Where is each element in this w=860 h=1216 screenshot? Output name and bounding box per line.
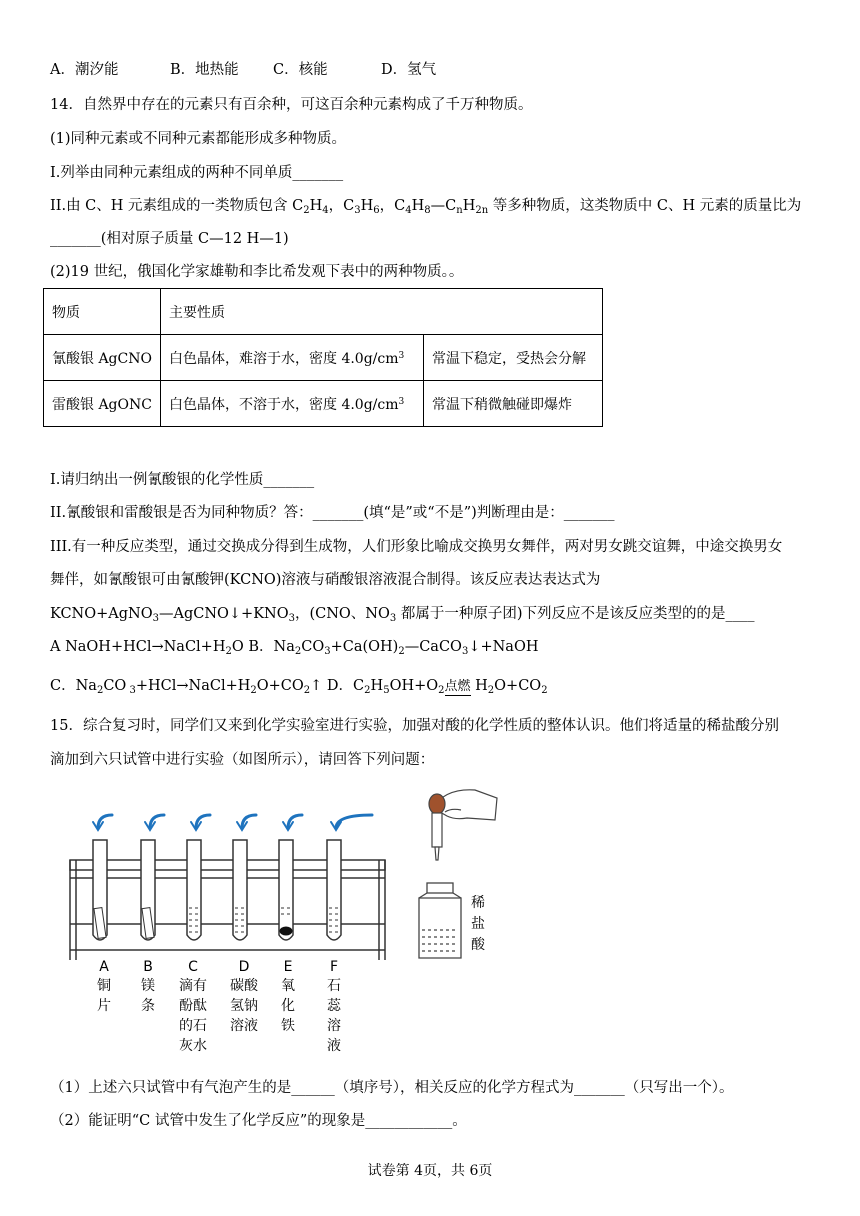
q15-line1: 15．综合复习时，同学们又来到化学实验室进行实验，加强对酸的化学性质的整体认识。他们将适量的稀盐酸分别: [50, 718, 779, 734]
q13-option-d: D．氢气: [381, 62, 437, 78]
test-tube-rack-figure: [60, 800, 390, 970]
table-cell: 氰酸银 AgCNO: [44, 335, 161, 381]
properties-table: [43, 288, 603, 427]
q14-ii2: II.氰酸银和雷酸银是否为同种物质？答：_______(填“是”或“不是”)判断理由是：_______: [50, 505, 615, 521]
q13-option-c: C．核能: [273, 62, 328, 78]
table-cell: 白色晶体，不溶于水，密度 $4.0g/cm^3$: [161, 381, 424, 427]
table-header-properties: 主要性质: [161, 289, 603, 335]
q14-i1: I.列举由同种元素组成的两种不同单质_______: [50, 165, 344, 181]
test-tubes: [93, 840, 341, 940]
q13-option-a: A．潮汐能: [50, 62, 119, 78]
q15-line2: 滴加到六只试管中进行实验（如图所示），请回答下列问题：: [50, 752, 435, 768]
q15-sub1: （1）上述六只试管中有气泡产生的是______（填序号），相关反应的化学方程式为_______（只写出一个）。: [50, 1080, 734, 1096]
dropper-bottle-figure: [405, 780, 505, 965]
dropper-icon: [429, 794, 445, 860]
q14-ii1-answer: _______(相对原子质量 C—12 H—1): [50, 231, 289, 247]
q15-sub2: （2）能证明“C 试管中发生了化学反应”的现象是____________。: [50, 1113, 467, 1129]
q14-iii-line1: III.有一种反应类型，通过交换成分得到生成物，人们形象比喻成交换男女舞伴，两对男女跳交谊舞，中途交换男女: [50, 539, 783, 555]
q14-ii1-line: II.由 C、H 元素组成的一类物质包含 $C_2H_4$，$C_3H_6$，$C_4H_8—C_nH_{2n}$ 等多种物质，这类物质中 C、H 元素的质量比为: [50, 198, 802, 216]
table-cell: 常温下稳定，受热会分解: [424, 335, 603, 381]
table-cell: 白色晶体，难溶于水，密度 $4.0g/cm^3$: [161, 335, 424, 381]
q14-options-cd: C．$Na_2CO$ $_3+HCl\to NaCl+H_2O+CO_2↑$ D．$C_2H_5OH+O_2$点燃 $H_2O+CO_2$: [50, 678, 548, 696]
q13-option-b: B．地热能: [170, 62, 239, 78]
table-cell: 雷酸银 AgONC: [44, 381, 161, 427]
bottle-icon: [419, 883, 461, 958]
q14-options-ab: A $NaOH+HCl\to NaCl+H_2O$ B．$Na_2CO_3+Ca(OH)_2—CaCO_3↓+NaOH$: [50, 639, 539, 657]
q14-intro: 14．自然界中存在的元素只有百余种，可这百余种元素构成了千万种物质。: [50, 97, 533, 113]
arrow-icons: [93, 815, 372, 830]
page-footer: 试卷第 4页，共 6页: [367, 1163, 493, 1179]
table-cell: 常温下稍微触碰即爆炸: [424, 381, 603, 427]
q14-part1: (1)同种元素或不同种元素都能形成多种物质。: [50, 131, 347, 147]
q14-iii-line3: $KCNO+AgNO_3—AgCNO↓+KNO_3$，(CNO、$NO_3$ 都属于一种原子团)下列反应不是该反应类型的的是____: [50, 606, 755, 624]
ignite-condition: 点燃: [444, 679, 471, 694]
table-row: [44, 381, 603, 427]
table-header-row: [44, 289, 603, 335]
table-header-substance: 物质: [44, 289, 161, 335]
q14-part2: (2)19 世纪，俄国化学家雄勒和李比希发观下表中的两种物质。。: [50, 264, 464, 280]
q14-ii1-text-a: II.由 C、H 元素组成的一类物质包含 C: [50, 198, 304, 214]
q14-iii-line2: 舞伴，如氰酸银可由氰酸钾(KCNO)溶液与硝酸银溶液混合制得。该反应表达表达式为: [50, 572, 601, 588]
q14-i2: I.请归纳出一例氰酸银的化学性质_______: [50, 472, 315, 488]
q13-options: [50, 60, 436, 80]
q14-ii1-text-b: 这类物质中 C、H 元素的质量比为: [579, 198, 802, 214]
table-row: [44, 335, 603, 381]
tube-contents: [94, 908, 339, 939]
